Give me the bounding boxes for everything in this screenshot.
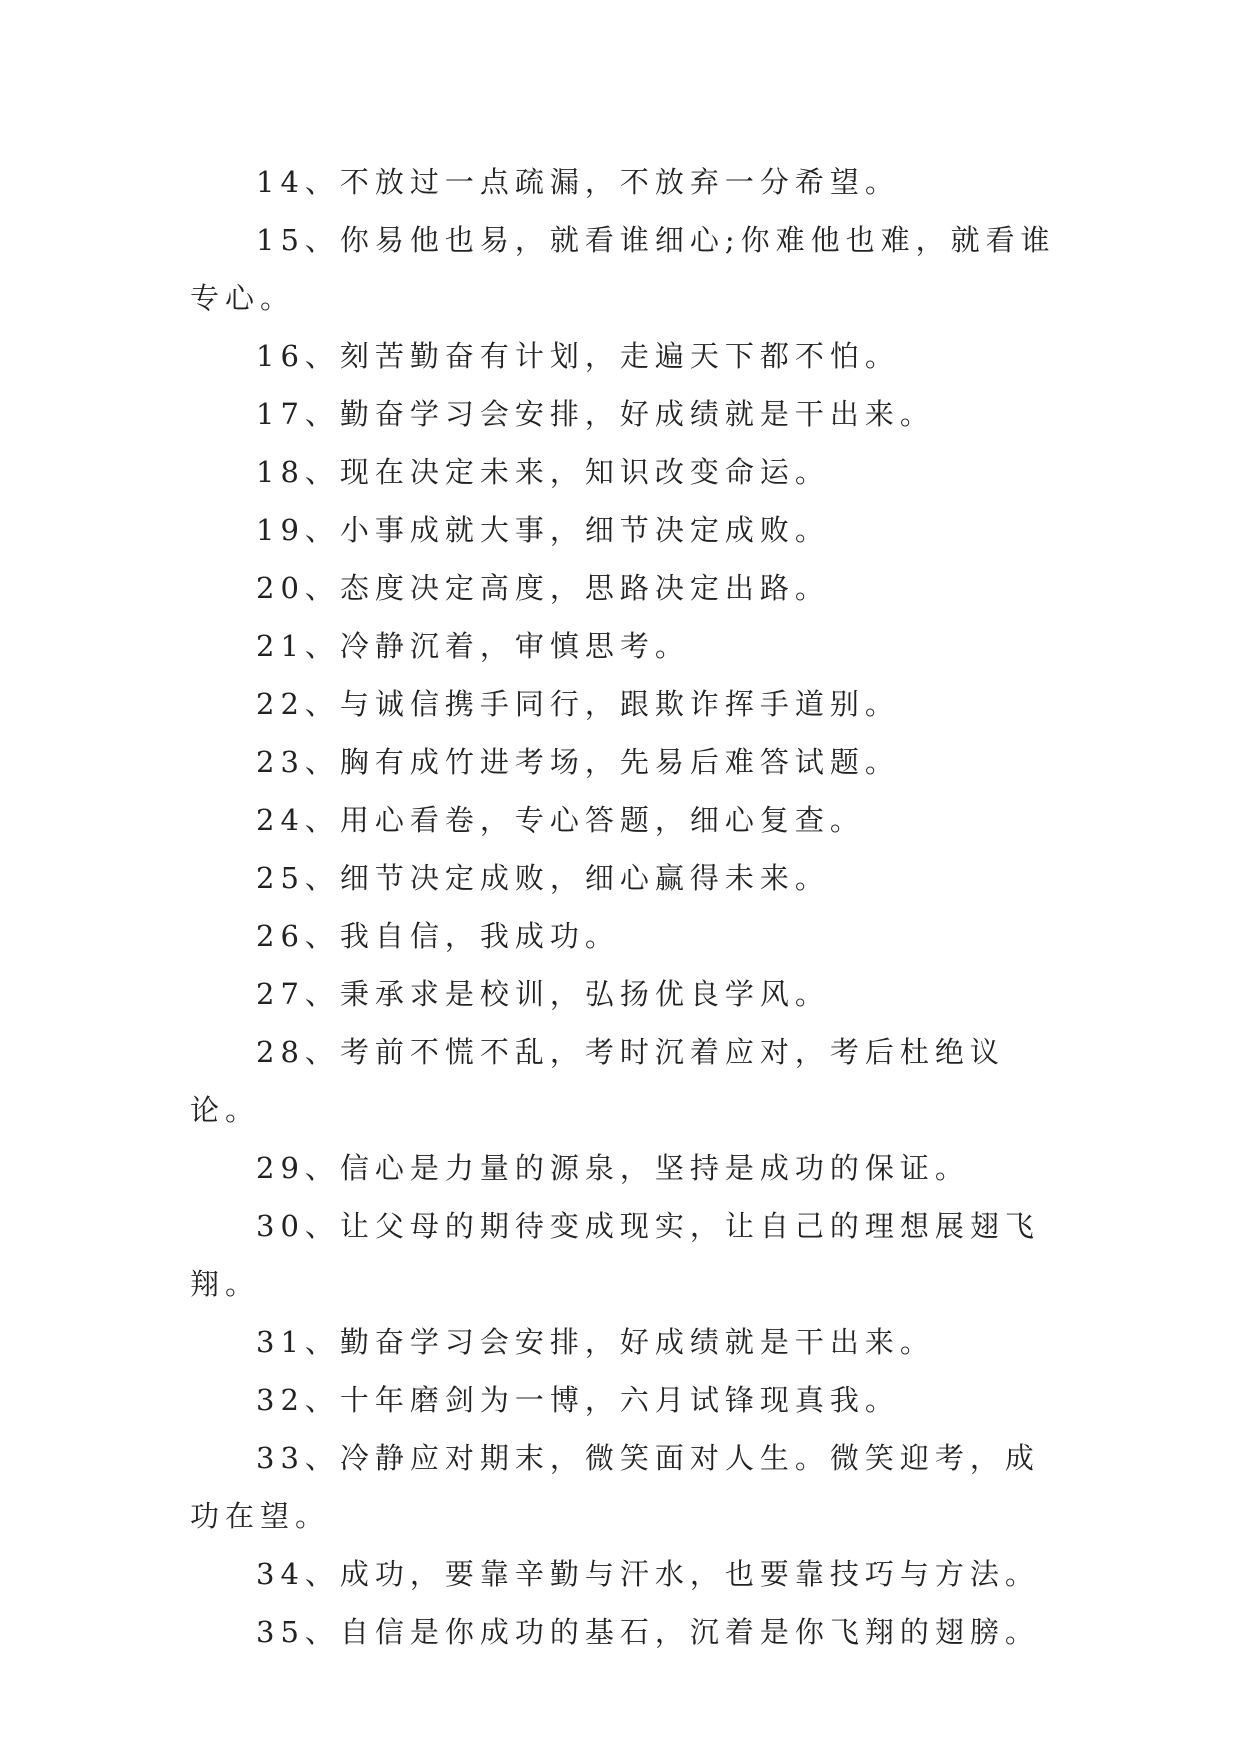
list-item: 17、勤奋学习会安排，好成绩就是干出来。 [256, 397, 935, 431]
list-item: 19、小事成就大事，细节决定成败。 [256, 513, 830, 547]
list-item: 25、细节决定成败，细心赢得未来。 [256, 861, 830, 895]
list-item: 32、十年磨剑为一博，六月试锋现真我。 [256, 1383, 900, 1417]
list-item: 15、你易他也易，就看谁细心;你难他也难，就看谁专心。 [190, 223, 1056, 315]
list-item: 20、态度决定高度，思路决定出路。 [256, 571, 830, 605]
list-item: 27、秉承求是校训，弘扬优良学风。 [256, 977, 830, 1011]
list-item: 35、自信是你成功的基石，沉着是你飞翔的翅膀。 [256, 1615, 1040, 1649]
document-body [190, 153, 1070, 1661]
list-item: 22、与诚信携手同行，跟欺诈挥手道别。 [256, 687, 900, 721]
list-item: 21、冷静沉着，审慎思考。 [256, 629, 690, 663]
list-item: 16、刻苦勤奋有计划，走遍天下都不怕。 [256, 339, 900, 373]
list-item: 33、冷静应对期末，微笑面对人生。微笑迎考，成功在望。 [190, 1441, 1040, 1533]
list-item: 18、现在决定未来，知识改变命运。 [256, 455, 830, 489]
list-item: 24、用心看卷，专心答题，细心复查。 [256, 803, 865, 837]
list-item: 23、胸有成竹进考场，先易后难答试题。 [256, 745, 900, 779]
list-item: 29、信心是力量的源泉，坚持是成功的保证。 [256, 1151, 970, 1185]
list-item: 14、不放过一点疏漏，不放弃一分希望。 [256, 165, 900, 199]
list-item: 34、成功，要靠辛勤与汗水，也要靠技巧与方法。 [256, 1557, 1040, 1591]
list-item: 31、勤奋学习会安排，好成绩就是干出来。 [256, 1325, 935, 1359]
list-item: 28、考前不慌不乱，考时沉着应对，考后杜绝议论。 [190, 1035, 1005, 1127]
list-item: 30、让父母的期待变成现实，让自己的理想展翅飞翔。 [190, 1209, 1040, 1301]
list-item: 26、我自信，我成功。 [256, 919, 620, 953]
